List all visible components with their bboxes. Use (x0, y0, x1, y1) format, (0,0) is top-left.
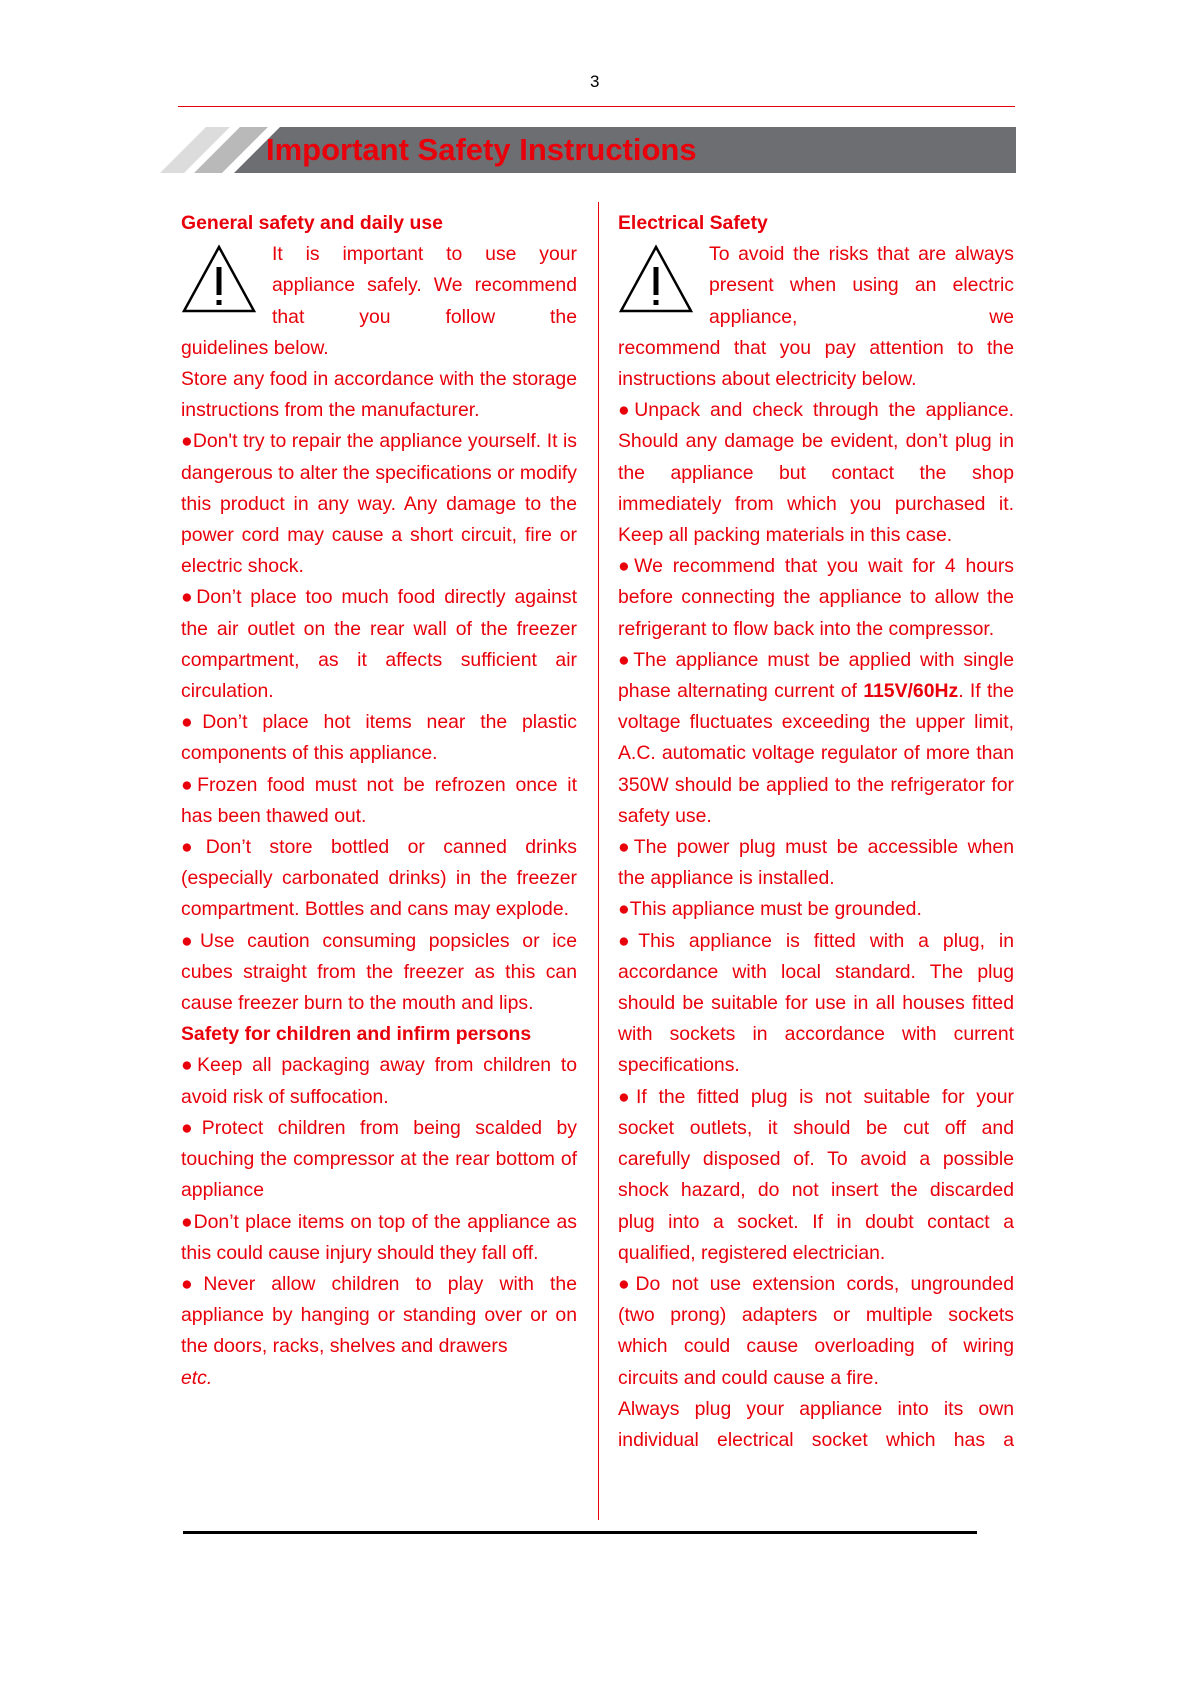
bullet-icon: ● (618, 555, 635, 578)
bullet-icon: ● (181, 773, 198, 796)
bullet-text: This appliance is fitted with a plug, in accordance with local standard. The plug should be suitable for use in all houses fitted with sockets in accordance with current specifications. (618, 929, 1014, 1077)
bullet-text: Frozen food must not be refrozen once it has been thawed out. (181, 773, 577, 827)
voltage-value: 115V/60Hz (863, 680, 959, 703)
bullet-icon: ● (618, 898, 630, 921)
section-banner (160, 127, 1016, 173)
bullet-text: Use caution consuming popsicles or ice cubes straight from the freezer as this can cause freezer burn to the mouth and lips. (181, 929, 577, 1015)
bullet-icon: ● (181, 1272, 204, 1295)
bullet-item (181, 1207, 577, 1269)
bullet-item (618, 395, 1014, 551)
bullet-text: We recommend that you wait for 4 hours before connecting the appliance to allow the refrigerant to flow back into the compressor. (618, 555, 1014, 640)
bullet-item (181, 707, 577, 769)
etc-text: etc. (181, 1366, 213, 1389)
bullet-text: Do not use extension cords, ungrounded (two prong) adapters or multiple sockets which could cause overloading of wiring circuits and could cause a fire. (618, 1272, 1014, 1389)
heading-electrical-safety: Electrical Safety (618, 212, 768, 234)
bullet-text: If the fitted plug is not suitable for your socket outlets, it should be cut off and carefully disposed of. To avoid a possible shock hazard, do not insert the discarded plug into a socket. If in doubt contact a qualified, registered electrician. (618, 1085, 1015, 1264)
bullet-icon: ● (181, 430, 193, 453)
bullet-icon: ● (618, 399, 635, 422)
bullet-icon: ● (618, 1085, 637, 1108)
bullet-icon: ● (618, 1272, 636, 1295)
bullet-icon: ● (181, 1116, 202, 1139)
bullet-text: The appliance must be applied with single phase alternating current of (618, 648, 1014, 703)
store-food-paragraph: Store any food in accordance with the storage instructions from the manufacturer. (181, 368, 577, 422)
bullet-item (181, 770, 577, 832)
heading-general-safety: General safety and daily use (181, 212, 443, 234)
page-number-text: 3 (590, 72, 600, 91)
bullet-item (181, 1113, 577, 1207)
bullet-text: Don't try to repair the appliance yourself. It is dangerous to alter the specifications or modify this product in any way. Any damage to the power cord may cause a short circuit, fire or electric shock. (181, 430, 577, 578)
bullet-item (181, 1269, 577, 1363)
bullet-item (181, 582, 577, 707)
bullet-text: Don’t store bottled or canned drinks (especially carbonated drinks) in the freezer compartment. Bottles and cans may explode. (181, 836, 577, 921)
bullet-text: Don’t place items on top of the appliance as this could cause injury should they fall off. (181, 1210, 578, 1264)
bullet-item (618, 926, 1014, 1082)
bullet-item (618, 551, 1014, 645)
bullet-item (618, 832, 1014, 894)
bottom-rule (183, 1531, 977, 1534)
bullet-item (618, 1082, 1014, 1269)
warning-triangle-icon (181, 243, 257, 315)
bullet-text: Don’t place too much food directly against the air outlet on the rear wall of the freezer compartment, as it affects sufficient air circulation. (181, 586, 577, 703)
intro-text: To avoid the risks that are always present when using an electric appliance, we (709, 243, 1014, 328)
intro-block (618, 239, 1014, 333)
bullet-text: Protect children from being scalded by touching the compressor at the rear bottom of appliance (181, 1116, 577, 1202)
bullet-item (181, 1050, 577, 1112)
bullet-item (618, 894, 1014, 925)
intro-block (181, 239, 577, 333)
bullet-item (618, 645, 1014, 832)
bullet-icon: ● (181, 711, 203, 734)
bullet-item (181, 426, 577, 582)
bullet-text: Never allow children to play with the appliance by hanging or standing over or on the doors, racks, shelves and drawers (181, 1272, 577, 1358)
bullet-icon: ● (181, 586, 197, 609)
banner-title: Important Safety Instructions (266, 132, 697, 167)
final-paragraph: Always plug your appliance into its own individual electrical socket which has a (618, 1397, 1014, 1451)
intro-text: It is important to use your appliance safely. We recommend that you follow the (272, 243, 577, 328)
bullet-text: This appliance must be grounded. (629, 898, 922, 921)
right-column (618, 208, 1014, 1456)
bullet-icon: ● (618, 929, 639, 952)
bullet-icon: ● (618, 648, 634, 671)
bullet-icon: ● (181, 1210, 194, 1233)
bullet-text-cont: . If the voltage fluctuates exceeding the upper limit, A.C. automatic voltage regulator of more than 350W should be applied to the refrigerator for safety use. (618, 680, 1014, 827)
bullet-icon: ● (181, 929, 200, 952)
heading-children-safety: Safety for children and infirm persons (181, 1023, 532, 1046)
bullet-text: The power plug must be accessible when the appliance is installed. (618, 836, 1014, 890)
intro-continued: recommend that you pay attention to the instructions about electricity below. (618, 336, 1014, 391)
bullet-icon: ● (618, 836, 634, 859)
bullet-icon: ● (181, 836, 206, 859)
column-divider (598, 202, 599, 1520)
bullet-text: Don’t place hot items near the plastic components of this appliance. (181, 711, 577, 765)
bullet-item (618, 1269, 1014, 1394)
intro-continued: guidelines below. (181, 336, 329, 359)
bullet-text: Unpack and check through the appliance. Should any damage be evident, don’t plug in the appliance but contact the shop immediately from which you purchased it. Keep all packing materials in this case. (618, 399, 1014, 547)
bullet-icon: ● (181, 1054, 198, 1077)
warning-triangle-icon (618, 243, 694, 315)
left-column (181, 208, 577, 1394)
bullet-text: Keep all packaging away from children to avoid risk of suffocation. (181, 1054, 577, 1108)
bullet-item (181, 832, 577, 926)
bullet-item (181, 926, 577, 1020)
top-rule (178, 106, 1015, 107)
